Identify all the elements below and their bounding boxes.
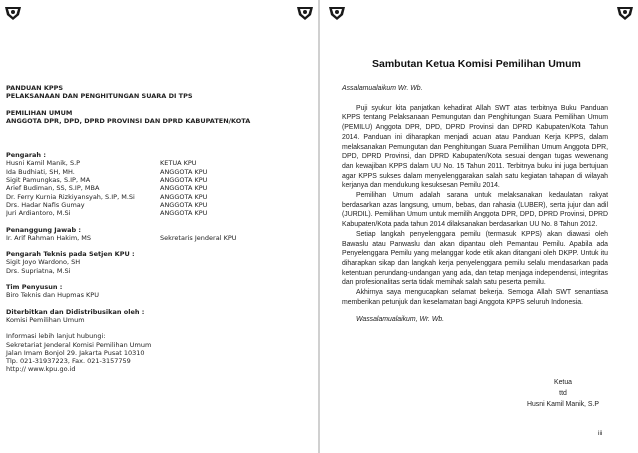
doc-title: PANDUAN KPPS <box>6 84 64 92</box>
paragraph: Puji syukur kita panjatkan kehadirat Allah SWT atas terbitnya Buku Panduan KPPS tentang Pelaksanaan Pemungutan dan Penghitungan Suara Pemilihan Umum (PEMILU) Anggota DPR, DPD, DPRD Provinsi dan DPRD Kabupaten/Kota Tahun 2014. Panduan ini diharapkan menjadi acuan atau Panduan Kerja KPPS, dalam melaksanakan Pemungutan dan Penghitungan Suara Pemilihan Umum Anggota DPR, DPD, DPRD Provinsi, dan DPRD Kabupaten/Kota sesuai dengan tugas wewenang dan kewajiban KPPS dalam UU No. 15 Tahun 2011. Terbitnya buku ini juga bertujuan agar KPPS sukses dalam menyelenggarakan salah satu kegiatan tahapan di wilayah kerjanya dan mendukung kesuksesan Pemilu 2014. <box>342 104 608 190</box>
closing-salutation: Wassalamualaikum, Wr. Wb. <box>356 316 445 324</box>
pengarah-row: Juri Ardiantoro, M.Si ANGGOTA KPU <box>6 209 208 218</box>
sign-name: Husni Kamil Manik, S.P <box>527 401 599 408</box>
info-line: Sekretariat Jenderal Komisi Pemilihan Umum <box>6 340 152 349</box>
terbit-heading: Diterbitkan dan Didistribusikan oleh : <box>6 307 145 316</box>
pengarah-row: Drs. Hadar Nafis Gumay ANGGOTA KPU <box>6 200 208 209</box>
page-title: Sambutan Ketua Komisi Pemilihan Umum <box>372 58 581 70</box>
pengarah-row: Arief Budiman, SS, S.IP, MBA ANGGOTA KPU <box>6 184 208 193</box>
pengarah-row: Dr. Ferry Kurnia Rizkiyansyah, S.IP, M.Si ANGGOTA KPU <box>6 192 208 201</box>
sign-ttd: ttd <box>559 390 567 397</box>
teknis-heading: Pengarah Teknis pada Setjen KPU : <box>6 250 135 259</box>
foreword-body <box>342 84 608 325</box>
paragraph: Akhirnya saya mengucapkan selamat bekerja. Semoga Allah SWT senantiasa memberikan petunjuk dan keselamatan bagi Anggota KPPS seluruh Indonesia. <box>342 289 608 306</box>
kpu-logo-icon <box>4 5 22 21</box>
pengarah-heading: Pengarah : <box>6 151 46 160</box>
page-gutter <box>318 0 320 453</box>
penyusun-value: Biro Teknis dan Hupmas KPU <box>6 291 99 300</box>
pengarah-row: Ida Budhiati, SH, MH. ANGGOTA KPU <box>6 167 208 176</box>
pj-row: Ir. Arif Rahman Hakim, MS Sekretaris Jenderal KPU <box>6 233 237 242</box>
info-line: Jalan Imam Bonjol 29. Jakarta Pusat 10310 <box>6 348 145 357</box>
teknis-name: Drs. Supriatna, M.Si <box>6 266 71 275</box>
doc-title: ANGGOTA DPR, DPD, DPRD PROVINSI DAN DPRD KABUPATEN/KOTA <box>6 116 251 125</box>
paragraph: Pemilihan Umum adalah sarana untuk melaksanakan kedaulatan rakyat berdasarkan azas langsung, umum, bebas, dan rahasia (LUBER), serta jujur dan adil (JURDIL). Pemilihan Umum untuk memilih Anggota DPR, DPD, DPRD Provinsi, DPRD Kabupaten/Kota pada tahun 2014 dilaksanakan berdasarkan UU No. 8 Tahun 2012. <box>342 192 608 229</box>
pengarah-row: Sigit Pamungkas, S.IP, MA ANGGOTA KPU <box>6 176 208 185</box>
doc-title: PELAKSANAAN DAN PENGHITUNGAN SUARA DI TPS <box>6 92 193 101</box>
page-number: iii <box>598 430 603 437</box>
teknis-name: Sigit Joyo Wardono, SH <box>6 258 81 267</box>
signature-block <box>518 377 608 410</box>
sign-role: Ketua <box>553 379 572 386</box>
info-line: Tlp. 021-31937223, Fax. 021-3157759 <box>6 357 131 366</box>
colophon-page <box>6 84 306 374</box>
pengarah-row: Husni Kamil Manik, S.P KETUA KPU <box>6 159 197 168</box>
penyusun-heading: Tim Penyusun : <box>6 283 63 292</box>
website-link[interactable]: http:// www.kpu.go.id <box>6 365 76 374</box>
doc-title: PEMILIHAN UMUM <box>6 108 73 117</box>
kpu-logo-icon <box>328 5 346 21</box>
terbit-value: Komisi Pemilihan Umum <box>6 315 85 324</box>
greeting: Assalamualaikum Wr. Wb. <box>342 85 423 92</box>
pj-heading: Penanggung Jawab : <box>6 225 82 234</box>
kpu-logo-icon <box>616 5 634 21</box>
kpu-logo-icon <box>296 5 314 21</box>
info-line: Informasi lebih lanjut hubungi: <box>6 332 106 341</box>
paragraph: Setiap langkah penyelenggara pemilu (termasuk KPPS) akan diawasi oleh Bawaslu atau Panwaslu dan akan dipantau oleh Pemantau Pemilu. Apabila ada Penyelenggara Pemilu yang melanggar kode etik akan ditangani oleh DKPP. Untuk itu diharapkan sikap dan langkah kerja penyelenggara pemilu selalu mendasarkan pada ketentuan perundang-undangan yang ada, dan tetap menjaga independensi, integritas dan profesionalitas serta tidak memihak salah satu peserta pemilu. <box>342 230 608 287</box>
